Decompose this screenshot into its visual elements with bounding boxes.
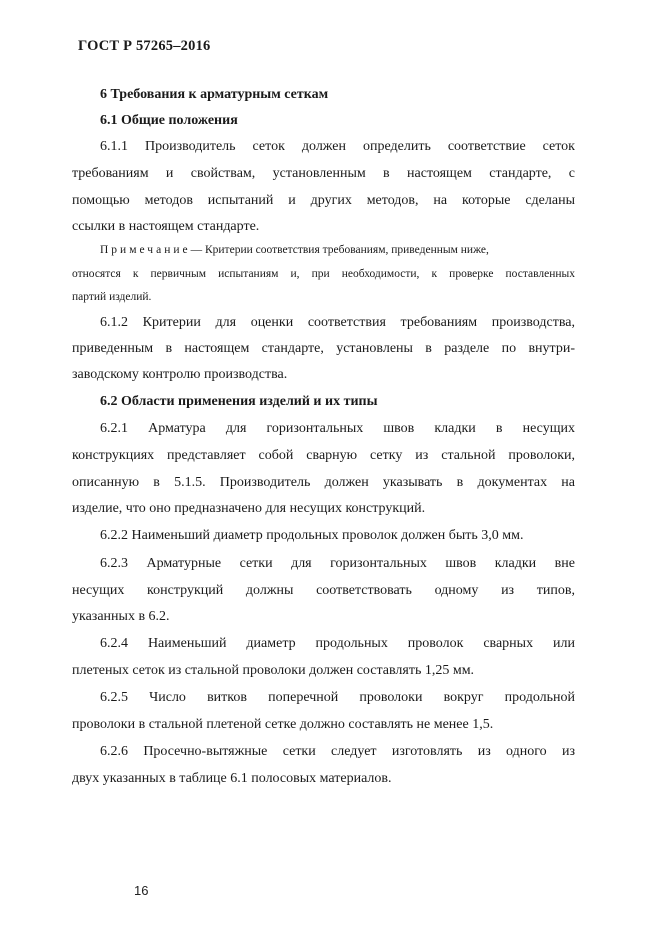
paragraph-6-2-6-line: двух указанных в таблице 6.1 полосовых материалов. bbox=[72, 771, 392, 786]
note-line bbox=[100, 244, 575, 256]
paragraph-6-2-4-line: плетеных сеток из стальной проволоки должен составлять 1,25 мм. bbox=[72, 663, 475, 678]
note-line: партий изделий. bbox=[72, 291, 152, 303]
paragraph-6-1-2-line: приведенным в настоящем стандарте, установлены в разделе по внутри- bbox=[72, 341, 575, 356]
paragraph-6-2-1-line: 6.2.1 Арматура для горизонтальных швов кладки в несущих bbox=[100, 421, 575, 436]
paragraph-6-1-1-line: требованиям и свойствам, установленным в настоящем стандарте, с bbox=[72, 166, 575, 181]
paragraph-6-2-2: 6.2.2 Наименьший диаметр продольных проволок должен быть 3,0 мм. bbox=[100, 528, 524, 543]
paragraph-6-2-3-line: несущих конструкций должны соответствовать одному из типов, bbox=[72, 583, 575, 598]
paragraph-6-2-4-line: 6.2.4 Наименьший диаметр продольных проволок сварных или bbox=[100, 636, 575, 651]
subsection-6-2-title: 6.2 Области применения изделий и их типы bbox=[100, 394, 378, 409]
paragraph-6-1-1-line: помощью методов испытаний и других методов, на которые сделаны bbox=[72, 193, 575, 208]
note-label: Примечание bbox=[100, 244, 191, 256]
paragraph-6-2-3-line: указанных в 6.2. bbox=[72, 609, 170, 624]
document-code-header: ГОСТ Р 57265–2016 bbox=[78, 38, 211, 54]
paragraph-6-2-5-line: проволоки в стальной плетеной сетке должно составлять не менее 1,5. bbox=[72, 717, 494, 732]
paragraph-6-2-5-line: 6.2.5 Число витков поперечной проволоки вокруг продольной bbox=[100, 690, 575, 705]
paragraph-6-1-1-line: ссылки в настоящем стандарте. bbox=[72, 219, 260, 234]
note-line: относятся к первичным испытаниям и, при необходимости, к проверке поставленных bbox=[72, 268, 575, 280]
paragraph-6-2-3-line: 6.2.3 Арматурные сетки для горизонтальных швов кладки вне bbox=[100, 556, 575, 571]
paragraph-6-1-2-line: заводскому контролю производства. bbox=[72, 367, 288, 382]
subsection-6-1-title: 6.1 Общие положения bbox=[100, 113, 238, 128]
paragraph-6-2-1-line: описанную в 5.1.5. Производитель должен указывать в документах на bbox=[72, 475, 575, 490]
page-number: 16 bbox=[134, 883, 149, 898]
paragraph-6-1-2-line: 6.1.2 Критерии для оценки соответствия требованиям производства, bbox=[100, 315, 575, 330]
paragraph-6-1-1-line: 6.1.1 Производитель сеток должен определить соответствие сеток bbox=[100, 139, 575, 154]
section-6-title: 6 Требования к арматурным сеткам bbox=[100, 87, 329, 102]
paragraph-6-2-6-line: 6.2.6 Просечно-вытяжные сетки следует изготовлять из одного из bbox=[100, 744, 575, 759]
paragraph-6-2-1-line: конструкциях представляет собой сварную сетку из стальной проволоки, bbox=[72, 448, 575, 463]
paragraph-6-2-1-line: изделие, что оно предназначено для несущих конструкций. bbox=[72, 501, 426, 516]
note-text: — Критерии соответствия требованиям, приведенным ниже, bbox=[190, 244, 489, 256]
